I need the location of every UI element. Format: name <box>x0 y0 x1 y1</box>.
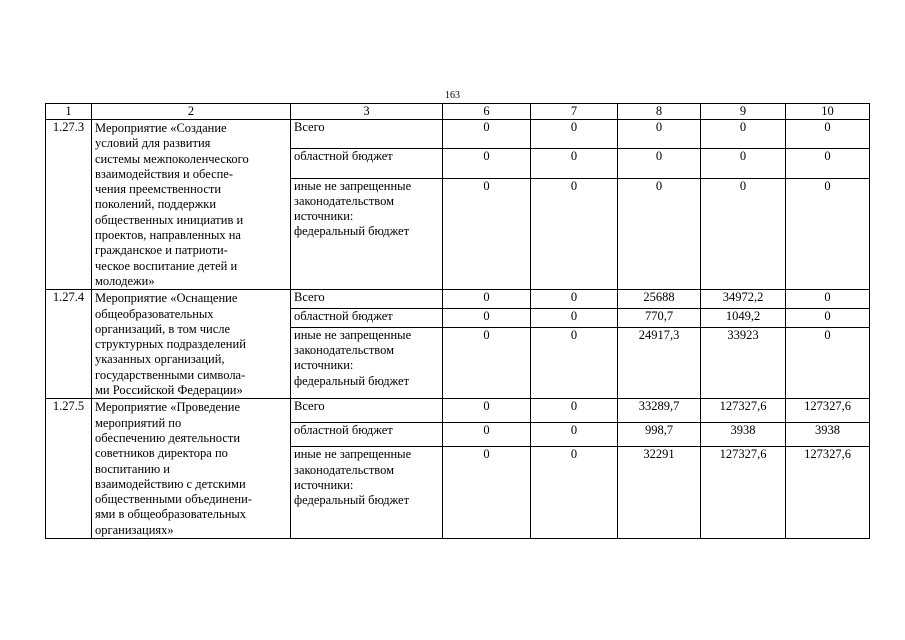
description-line: системы межпоколенческого <box>95 151 249 166</box>
funding-source-cell <box>291 327 443 399</box>
description-cell <box>92 120 291 290</box>
value-cell-10: 0 <box>786 178 870 290</box>
funding-source-cell: областной бюджет <box>291 309 443 328</box>
table-row <box>46 290 870 309</box>
value-cell-9: 34972,2 <box>701 290 786 309</box>
value-cell-6: 0 <box>443 149 531 178</box>
description-line: воспитанию и <box>95 461 170 476</box>
description-line: указанных организаций, <box>95 352 225 367</box>
funding-source-line: федеральный бюджет <box>294 224 410 239</box>
funding-source-line: иные не запрещенные <box>294 327 412 342</box>
value-cell-10: 127327,6 <box>786 447 870 539</box>
description-line: структурных подразделений <box>95 337 246 352</box>
funding-source-line: источники: <box>294 209 354 224</box>
value-cell-10: 0 <box>786 290 870 309</box>
value-cell-7: 0 <box>531 149 618 178</box>
value-cell-6: 0 <box>443 399 531 423</box>
value-cell-8: 998,7 <box>618 423 701 447</box>
table-row <box>46 399 870 423</box>
value-cell-10: 0 <box>786 309 870 328</box>
table-row <box>46 120 870 149</box>
value-cell-9: 0 <box>701 178 786 290</box>
description-line: Мероприятие «Создание <box>95 121 227 135</box>
value-cell-9: 0 <box>701 149 786 178</box>
description-line: общеобразовательных <box>95 306 214 321</box>
row-id-cell: 1.27.5 <box>46 399 92 539</box>
value-cell-9: 3938 <box>701 423 786 447</box>
description-line: условий для развития <box>95 136 211 151</box>
funding-source-line: законодательством <box>294 343 395 358</box>
value-cell-8: 33289,7 <box>618 399 701 423</box>
description-cell <box>92 399 291 539</box>
value-cell-7: 0 <box>531 290 618 309</box>
funding-source-line: законодательством <box>294 193 395 208</box>
description-line: молодежи» <box>95 273 155 288</box>
value-cell-8: 24917,3 <box>618 327 701 399</box>
funding-source-cell <box>291 447 443 539</box>
header-cell: 8 <box>618 104 701 120</box>
description-line: взаимодействию с детскими <box>95 476 246 491</box>
header-row <box>46 104 870 120</box>
description-line: чения преемственности <box>95 182 222 197</box>
page-number: 163 <box>445 90 460 101</box>
header-cell: 2 <box>92 104 291 120</box>
value-cell-10: 0 <box>786 120 870 149</box>
description-line: организаций, в том числе <box>95 321 231 336</box>
description-line: ями в общеобразовательных <box>95 507 247 522</box>
description-line: общественными объединени- <box>95 492 252 507</box>
funding-source-cell: Всего <box>291 120 443 149</box>
description-line: советников директора по <box>95 446 228 461</box>
value-cell-8: 32291 <box>618 447 701 539</box>
value-cell-6: 0 <box>443 178 531 290</box>
value-cell-6: 0 <box>443 309 531 328</box>
value-cell-8: 0 <box>618 149 701 178</box>
description-line: Мероприятие «Оснащение <box>95 291 238 306</box>
description-line: поколений, поддержки <box>95 197 217 212</box>
value-cell-7: 0 <box>531 120 618 149</box>
value-cell-7: 0 <box>531 447 618 539</box>
header-cell: 1 <box>46 104 92 120</box>
header-cell: 10 <box>786 104 870 120</box>
description-line: организациях» <box>95 522 174 537</box>
header-cell: 6 <box>443 104 531 120</box>
value-cell-7: 0 <box>531 399 618 423</box>
description-line: ческое воспитание детей и <box>95 258 238 273</box>
description-line: Мероприятие «Проведение <box>95 400 241 415</box>
row-id-cell: 1.27.4 <box>46 290 92 399</box>
value-cell-7: 0 <box>531 423 618 447</box>
value-cell-9: 1049,2 <box>701 309 786 328</box>
funding-source-cell: Всего <box>291 290 443 309</box>
funding-source-line: иные не запрещенные <box>294 178 412 193</box>
funding-source-line: источники: <box>294 358 354 373</box>
header-cell: 9 <box>701 104 786 120</box>
funding-source-line: источники: <box>294 477 354 492</box>
value-cell-7: 0 <box>531 178 618 290</box>
funding-source-line: федеральный бюджет <box>294 373 410 388</box>
value-cell-9: 127327,6 <box>701 447 786 539</box>
value-cell-10: 0 <box>786 149 870 178</box>
value-cell-10: 127327,6 <box>786 399 870 423</box>
value-cell-10: 0 <box>786 327 870 399</box>
value-cell-6: 0 <box>443 120 531 149</box>
description-cell <box>92 290 291 399</box>
description-line: государственными символа- <box>95 367 246 382</box>
value-cell-9: 0 <box>701 120 786 149</box>
value-cell-10: 3938 <box>786 423 870 447</box>
row-id-cell: 1.27.3 <box>46 120 92 290</box>
budget-table <box>45 103 870 539</box>
description-line: гражданское и патриоти- <box>95 243 228 258</box>
value-cell-6: 0 <box>443 327 531 399</box>
value-cell-6: 0 <box>443 447 531 539</box>
description-line: обеспечению деятельности <box>95 430 241 445</box>
funding-source-cell: областной бюджет <box>291 149 443 178</box>
header-cell: 7 <box>531 104 618 120</box>
value-cell-7: 0 <box>531 309 618 328</box>
value-cell-8: 25688 <box>618 290 701 309</box>
value-cell-6: 0 <box>443 290 531 309</box>
description-line: проектов, направленных на <box>95 228 241 243</box>
value-cell-8: 0 <box>618 120 701 149</box>
value-cell-6: 0 <box>443 423 531 447</box>
funding-source-cell <box>291 178 443 290</box>
value-cell-7: 0 <box>531 327 618 399</box>
header-cell: 3 <box>291 104 443 120</box>
description-line: мероприятий по <box>95 415 182 430</box>
funding-source-cell: Всего <box>291 399 443 423</box>
description-line: ми Российской Федерации» <box>95 383 243 398</box>
description-line: общественных инициатив и <box>95 212 244 227</box>
value-cell-8: 0 <box>618 178 701 290</box>
value-cell-9: 127327,6 <box>701 399 786 423</box>
funding-source-line: иные не запрещенные <box>294 447 412 462</box>
funding-source-line: законодательством <box>294 462 395 477</box>
value-cell-8: 770,7 <box>618 309 701 328</box>
funding-source-cell: областной бюджет <box>291 423 443 447</box>
description-line: взаимодействия и обеспе- <box>95 166 234 181</box>
value-cell-9: 33923 <box>701 327 786 399</box>
funding-source-line: федеральный бюджет <box>294 493 410 508</box>
